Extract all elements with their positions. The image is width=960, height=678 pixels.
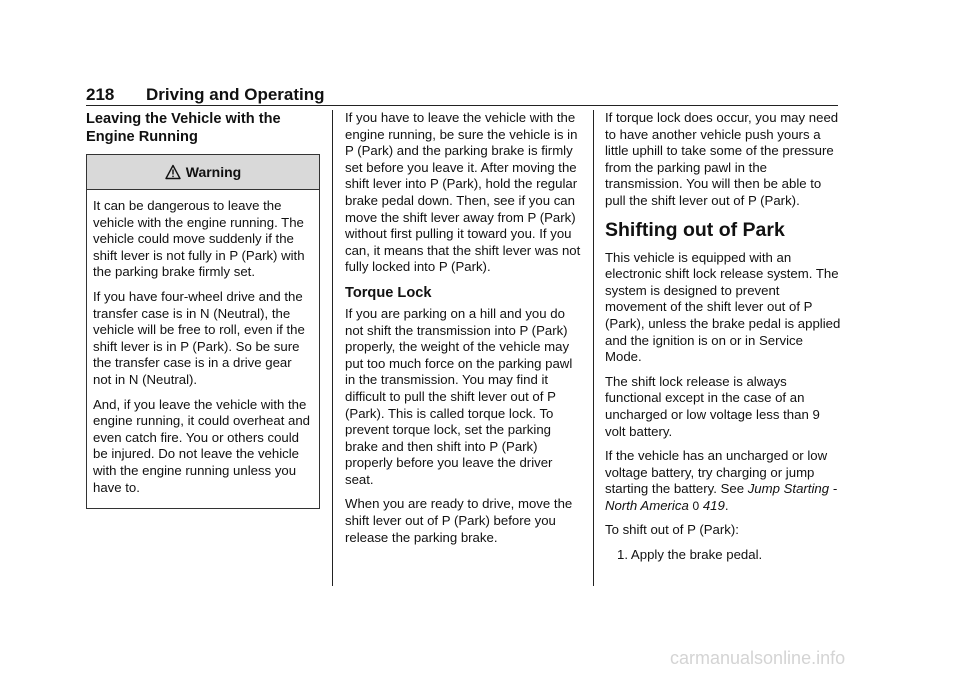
page-number: 218 xyxy=(86,85,115,104)
column-2 xyxy=(345,110,583,554)
watermark: carmanualsonline.info xyxy=(670,648,846,668)
shifting-out-of-park-heading: Shifting out of Park xyxy=(605,218,785,241)
subsection-title: Leaving the Vehicle with the Engine Running xyxy=(86,111,281,145)
warning-body xyxy=(87,190,319,508)
body-paragraph: If you are parking on a hill and you do not shift the transmission into P (Park) properly, the weight of the vehicle may put too much force on the parking pawl in the transmission. You may find it difficult to pull the shift lever out of P (Park). This is called torque lock. To prevent torque lock, set the parking brake and then shift into P (Park) properly before you leave the driver seat. xyxy=(345,305,573,487)
column-3 xyxy=(605,110,841,564)
page-reference[interactable]: 419 xyxy=(702,497,725,513)
body-paragraph: The shift lock release is always functional except in the case of an uncharged or low voltage less than 9 volt battery. xyxy=(605,373,820,439)
list-item: 1. Apply the brake pedal. xyxy=(617,547,763,563)
jump-starting-link[interactable]: Jump Starting - North America xyxy=(605,481,838,513)
warning-triangle-icon xyxy=(165,164,181,180)
body-paragraph: This vehicle is equipped with an electronic shift lock release system. The system is designed to prevent movement of the shift lever out of P (Park), unless the brake pedal is applied and the ignition is on or in Service Mode. xyxy=(605,249,841,365)
section-title: Driving and Operating xyxy=(146,85,325,104)
warning-label: Warning xyxy=(185,163,242,180)
body-paragraph: If torque lock does occur, you may need to have another vehicle push yours a little uphill to take some of the pressure from the parking pawl in the transmission. You will then be able to pull the shift lever out of P (Park). xyxy=(605,110,839,208)
body-paragraph: When you are ready to drive, move the shift lever out of P (Park) before you release the parking brake. xyxy=(345,496,573,545)
column-divider xyxy=(593,110,594,586)
body-paragraph: If you have to leave the vehicle with the engine running, be sure the vehicle is in P (Park) and the parking brake is firmly set before you leave it. After moving the shift lever into P (Park), hold the regular brake pedal down. Then, see if you can move the shift lever away from P (Park) without first pulling it toward you. If you can, it means that the shift lever was not fully locked into P (Park). xyxy=(345,110,581,275)
page-header xyxy=(86,85,838,106)
column-divider xyxy=(332,110,333,586)
column-1 xyxy=(86,110,320,509)
warning-paragraph: If you have four-wheel drive and the transfer case is in N (Neutral), the vehicle will be free to roll, even if the shift lever is in P (Park). So be sure the transfer case is in a drive gear not in N (Neutral). xyxy=(93,288,305,387)
body-paragraph: To shift out of P (Park): xyxy=(605,522,739,538)
body-paragraph: If the vehicle has an uncharged or low voltage battery, try charging or jump starting the battery. See Jump Starting - North America 0 419. xyxy=(605,448,838,513)
steps-list xyxy=(605,547,841,564)
warning-box xyxy=(86,154,320,509)
torque-lock-heading: Torque Lock xyxy=(345,284,432,301)
warning-paragraph: And, if you leave the vehicle with the engine running, it could overheat and even catch fire. You or others could be injured. Do not leave the vehicle with the engine running unless you have to. xyxy=(93,396,311,495)
warning-header xyxy=(87,155,319,190)
warning-paragraph: It can be dangerous to leave the vehicle with the engine running. The vehicle could move suddenly if the shift lever is not fully in P (Park) with the parking brake firmly set. xyxy=(93,198,305,280)
page-ref-arrow-icon: 0 xyxy=(692,498,700,513)
